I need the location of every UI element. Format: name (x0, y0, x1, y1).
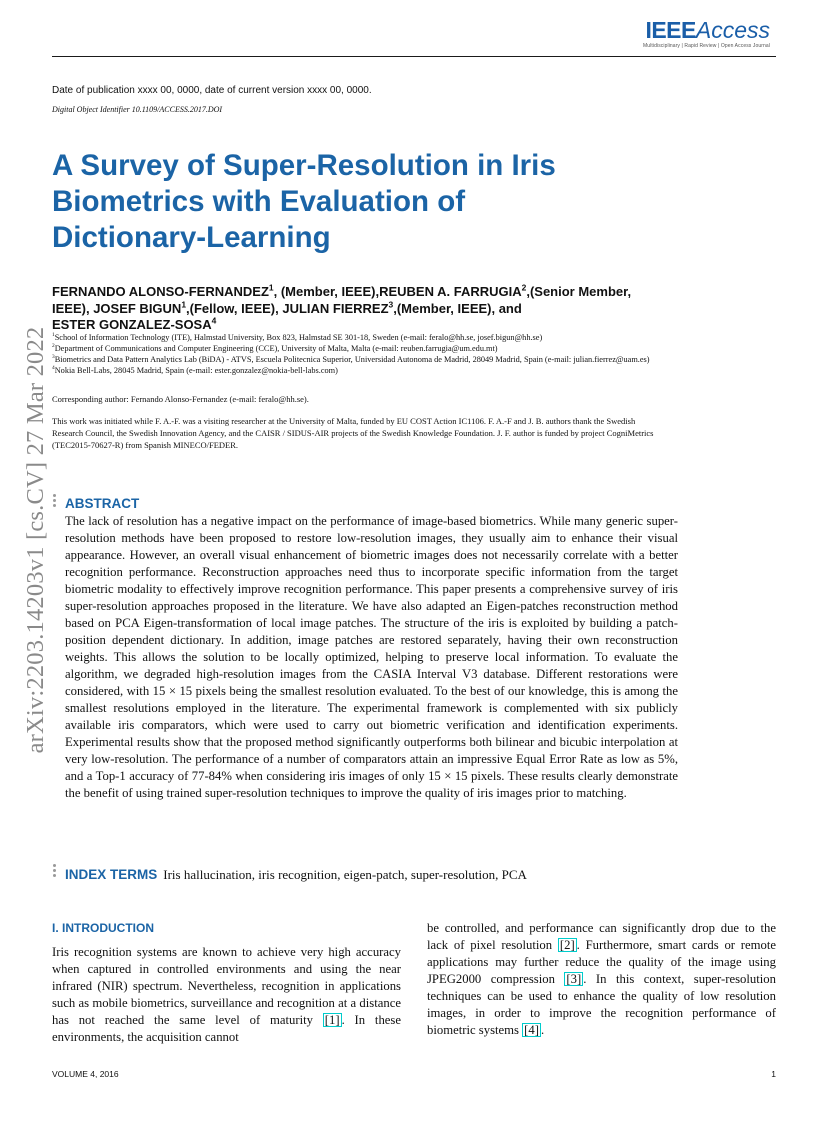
citation-link[interactable]: [2] (559, 938, 575, 952)
citation-link[interactable]: [4] (524, 1023, 539, 1037)
intro-column-right: be controlled, and performance can significantly drop due to the lack of pixel resolution [2] . Furthermore, smart cards or remote applications may further reduce the quality of the image using JPEG2000 compression [3] . In this context, super-resolution techniques can be used to enhance the quality of low resolution images, in order to improve the recognition performance of biometric systems [4] . (427, 921, 776, 1037)
citation-link[interactable]: [3] (566, 972, 582, 986)
corresponding-author: Corresponding author: Fernando Alonso-Fernandez (e-mail: feralo@hh.se). (52, 394, 309, 404)
author-list: FERNANDO ALONSO-FERNANDEZ$^1$, (Member, IEEE),REUBEN A. FARRUGIA$^2$,(Senior Member, IEEE), JOSEF BIGUN$^1$,(Fellow, IEEE), JULIAN FIERREZ$^3$,(Member, IEEE), and ESTER GONZALEZ-SOSA$^4$ (52, 282, 632, 332)
funding-note: This work was initiated while F. A.-F. was a visiting researcher at the University of Malta, funded by EU COST Action IC1106. F. A.-F and J. B. authors thank the Swedish Research Council, the Swedish Innovation Agency, and the CAISR / SIDUS-AIR projects of the Swedish Knowledge Foundation. J. F. author is funded by project CogniMetrics (TEC2015-70627-R) from Spanish MINECO/FEDER. (52, 416, 654, 450)
affiliation-item: $^4$Nokia Bell-Labs, 28045 Madrid, Spain (e-mail: ester.gonzalez@nokia-bell-labs.com) (52, 365, 338, 375)
abstract-body: The lack of resolution has a negative impact on the performance of image-based biometrics. While many generic super-resolution methods have been proposed to restore low-resolution images, they usually aim to enhance their visual appearance. However, an overall visual enhancement of biometric images does not necessarily correlate with a better recognition performance. Reconstruction approaches need thus to incorporate specific information from the target biometric modality to effectively improve recognition performance. This paper presents a comprehensive survey of iris super-resolution approaches proposed in the literature. We have also adapted an Eigen-patches reconstruction method based on PCA Eigen-transformation of local image patches. The structure of the iris is exploited by building a patch-position dependent dictionary. In addition, image patches are restored separately, having their own reconstruction weights. This allows the solution to be locally optimized, helping to preserve local information. To evaluate the algorithm, we degraded high-resolution images from the CASIA Interval V3 database. Different restorations were considered, with 15 × 15 pixels being the smallest resolution evaluated. To the best of our knowledge, this is among the smallest resolutions employed in the literature. The experimental framework is complemented with six publicly available iris comparators, which were used to carry out biometric verification and identification experiments. Experimental results show that the proposed method significantly outperforms both bilinear and bicubic interpolation at very low-resolution. The performance of a number of comparators attain an impressive Equal Error Rate as low as 5%, and a Top-1 accuracy of 77-84% when considering iris images of only 15 × 15 pixels. These results clearly demonstrate the benefit of using trained super-resolution techniques to improve the quality of iris images prior to matching. (65, 514, 678, 800)
affiliation-item: $^3$Biometrics and Data Pattern Analytics Lab (BiDA) - ATVS, Escuela Politecnica Superior, Universidad Autonoma de Madrid, 28049 Madrid, Spain (e-mail: julian.fierrez@uam.es) (52, 354, 650, 364)
publication-date: Date of publication xxxx 00, 0000, date of current version xxxx 00, 0000. (52, 85, 372, 96)
abstract-heading: ABSTRACT (65, 496, 140, 511)
intro-column-left: Iris recognition systems are known to achieve very high accuracy when captured in controlled environments and using the near infrared (NIR) spectrum. Nevertheless, recognition in applications such as mobile biometrics, surveillance and recognition at a distance has not reached the same level of maturity [1] . In these environments, the acquisition cannot (52, 945, 401, 1044)
paper-title: A Survey of Super-Resolution in Iris Biometrics with Evaluation of Dictionary-Learning (52, 149, 556, 254)
abstract-dots-icon (53, 494, 56, 509)
doi-line: Digital Object Identifier 10.1109/ACCESS.2017.DOI (52, 105, 223, 114)
index-terms-text: Iris hallucination, iris recognition, eigen-patch, super-resolution, PCA (163, 867, 527, 882)
index-terms-label: INDEX TERMS (65, 867, 158, 882)
journal-logo (643, 18, 770, 49)
index-terms (65, 867, 685, 883)
header-divider (52, 56, 776, 57)
footer-volume: VOLUME 4, 2016 (52, 1069, 119, 1079)
section-heading: I. INTRODUCTION (52, 921, 154, 935)
journal-brand: IEEEAccess (645, 17, 770, 43)
affiliations (52, 332, 652, 376)
author-name: REUBEN A. FARRUGIA (379, 284, 522, 299)
affiliation-item: $^1$School of Information Technology (ITE), Halmstad University, Box 823, Halmstad SE 301-18, Sweden (e-mail: feralo@hh.se, josef.bigun@hh.se) (52, 332, 543, 342)
citation-link[interactable]: [1] (324, 1013, 340, 1027)
author-name: FERNANDO ALONSO-FERNANDEZ (52, 284, 269, 299)
author-name: JOSEF BIGUN (89, 300, 182, 316)
journal-tagline: Multidisciplinary | Rapid Review | Open Access Journal (643, 43, 770, 49)
footer-page-number: 1 (771, 1069, 776, 1079)
index-terms-dots-icon (53, 864, 56, 879)
affiliation-item: $^2$Department of Communications and Computer Engineering (CCE), University of Malta, Malta (e-mail: reuben.farrugia@um.edu.mt) (52, 343, 498, 353)
author-name: ESTER GONZALEZ-SOSA (52, 317, 212, 332)
author-name: JULIAN FIERREZ (278, 300, 389, 316)
